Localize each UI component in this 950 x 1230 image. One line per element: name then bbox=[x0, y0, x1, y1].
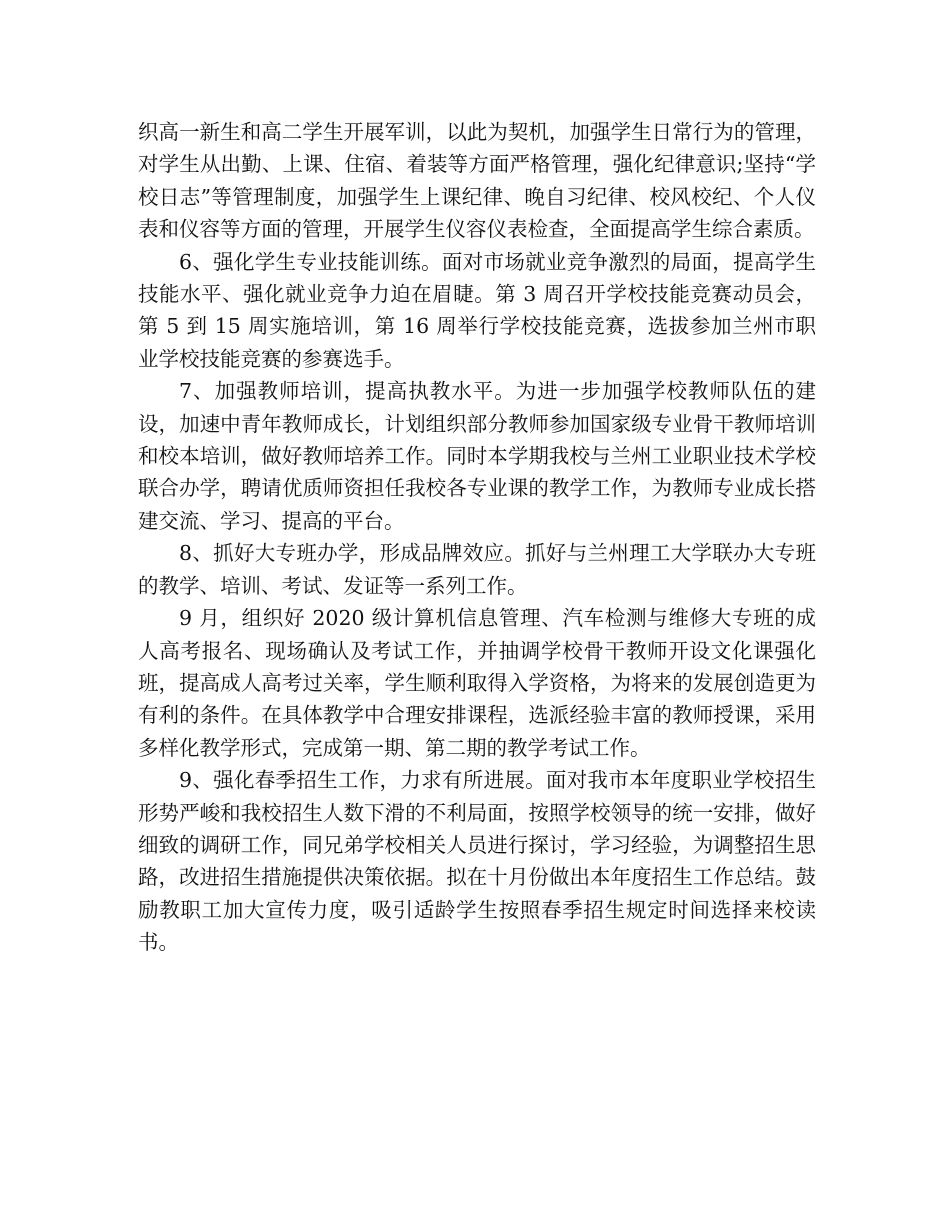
paragraph-skills-training: 6、强化学生专业技能训练。面对市场就业竞争激烈的局面，提高学生技能水平、强化就业竞争力迫在眉睫。第 3 周召开学校技能竞赛动员会，第 5 到 15 周实施培训，第 16 周举行学校技能竞赛，选拔参加兰州市职业学校技能竞赛的参赛选手。 bbox=[138, 249, 816, 371]
paragraph-college-program: 8、抓好大专班办学，形成品牌效应。抓好与兰州理工大学联办大专班的教学、培训、考试、发证等一系列工作。 bbox=[138, 541, 816, 598]
paragraph-september-plan: 9 月，组织好 2020 级计算机信息管理、汽车检测与维修大专班的成人高考报名、现场确认及考试工作，并抽调学校骨干教师开设文化课强化班，提高成人高考过关率，学生顺利取得入学资格，为将来的发展创造更为有利的条件。在具体教学中合理安排课程，选派经验丰富的教师授课，采用多样化教学形式，完成第一期、第二期的教学考试工作。 bbox=[138, 606, 816, 760]
paragraph-spring-enrollment: 9、强化春季招生工作，力求有所进展。面对我市本年度职业学校招生形势严峻和我校招生人数下滑的不利局面，按照学校领导的统一安排，做好细致的调研工作，同兄弟学校相关人员进行探讨，学习经验，为调整招生思路，改进招生措施提供决策依据。拟在十月份做出本年度招生工作总结。鼓励教职工加大宣传力度，吸引适龄学生按照春季招生规定时间选择来校读书。 bbox=[138, 768, 816, 955]
document-body bbox=[138, 116, 816, 959]
paragraph-military-training: 织高一新生和高二学生开展军训，以此为契机，加强学生日常行为的管理，对学生从出勤、上课、住宿、着装等方面严格管理，强化纪律意识;坚持“学校日志”等管理制度，加强学生上课纪律、晚自习纪律、校风校纪、个人仪表和仪容等方面的管理，开展学生仪容仪表检查，全面提高学生综合素质。 bbox=[138, 120, 816, 242]
paragraph-teacher-training: 7、加强教师培训，提高执教水平。为进一步加强学校教师队伍的建设，加速中青年教师成长，计划组织部分教师参加国家级专业骨干教师培训和校本培训，做好教师培养工作。同时本学期我校与兰州工业职业技术学校联合办学，聘请优质师资担任我校各专业课的教学工作，为教师专业成长搭建交流、学习、提高的平台。 bbox=[138, 379, 816, 533]
